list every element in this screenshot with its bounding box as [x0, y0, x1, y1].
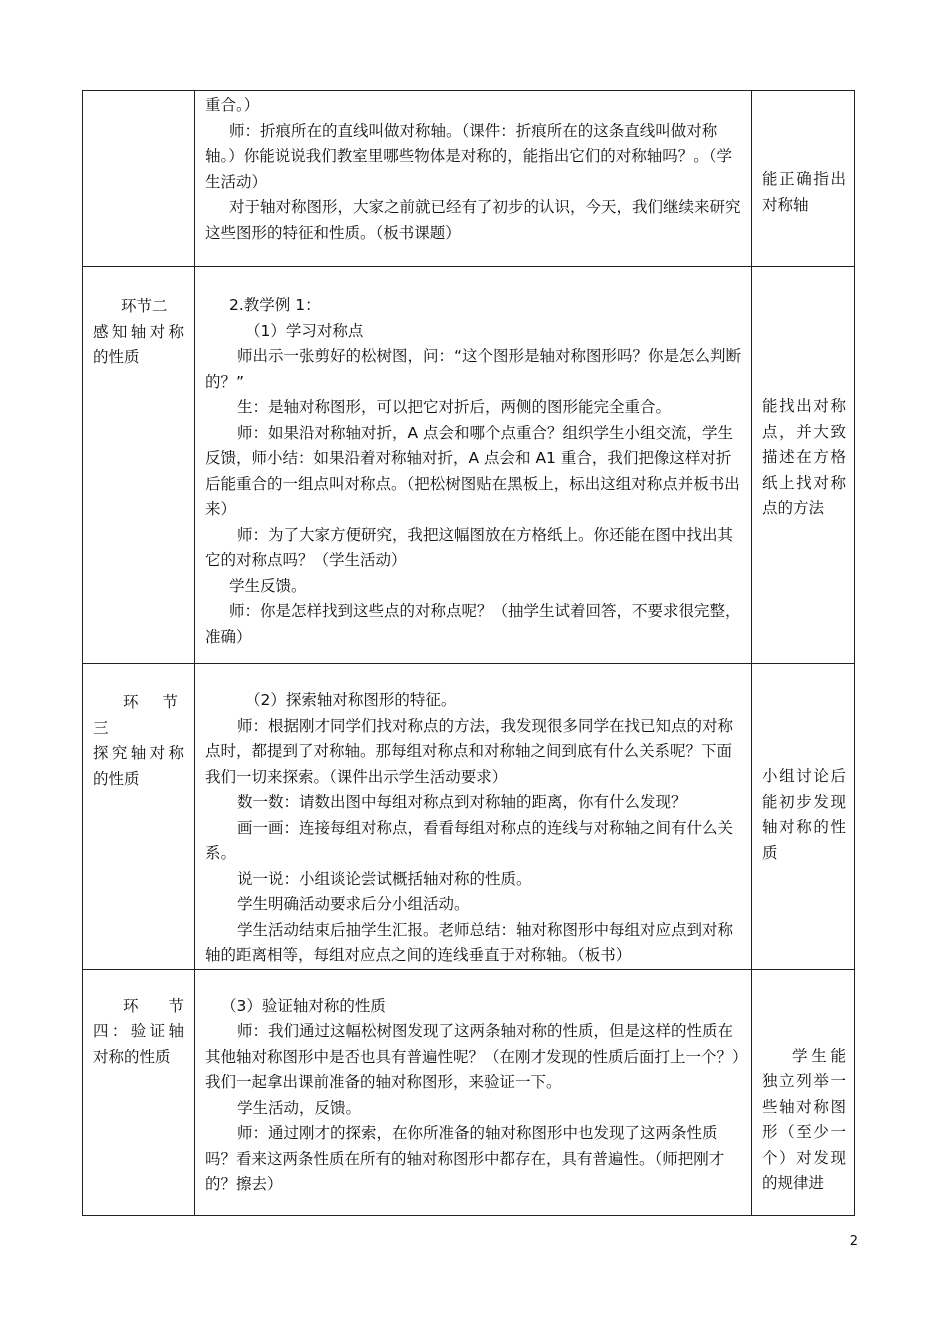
- process-cell: [195, 664, 752, 970]
- process-paragraph: （2）探索轴对称图形的特征。: [245, 691, 457, 709]
- stage-cell: [83, 969, 195, 1215]
- process-paragraph: 生：是轴对称图形，可以把它对折后，两侧的图形能完全重合。: [237, 398, 672, 416]
- stage-title: 环节四：验证轴对称的性质: [93, 996, 184, 1066]
- page-number: 2: [849, 1234, 858, 1249]
- process-paragraph: 师：根据刚才同学们找对称点的方法，我发现很多同学在找已知点的对称点时，都提到了对称轴。那每组对称点和对称轴之间到底有什么关系呢？下面我们一切来探索。（课件出示学生活动要求）: [205, 716, 734, 786]
- stage-title: 环节三: [93, 693, 184, 737]
- process-paragraph: 说一说：小组谈论尝试概括轴对称的性质。: [237, 869, 532, 888]
- process-cell: [195, 969, 752, 1215]
- process-paragraph: （3）验证轴对称的性质: [221, 996, 386, 1015]
- process-paragraph: 师：为了大家方便研究，我把这幅图放在方格纸上。你还能在图中找出其它的对称点吗？（学生活动）: [205, 525, 734, 569]
- goal-text: 能正确指出对称轴: [762, 170, 846, 214]
- process-paragraph: 师出示一张剪好的松树图，问：“这个图形是轴对称图形吗？你是怎么判断的？”: [205, 347, 742, 391]
- process-paragraph: （1）学习对称点: [245, 321, 364, 340]
- process-paragraph: 师：通过刚才的探索，在你所准备的轴对称图形中也发现了这两条性质吗？看来这两条性质在所有的轴对称图形中都存在，具有普遍性。（师把刚才的？擦去）: [205, 1124, 725, 1193]
- process-paragraph: 学生活动，反馈。: [237, 1098, 362, 1117]
- process-paragraph: 数一数：请数出图中每组对称点到对称轴的距离，你有什么发现？: [237, 793, 687, 811]
- goal-cell: [752, 664, 855, 970]
- stage-cell: [83, 664, 195, 970]
- stage-cell: [83, 91, 195, 267]
- process-paragraph: 学生反馈。: [229, 576, 307, 595]
- goal-text: 小组讨论后能初步发现轴对称的性质: [762, 767, 846, 862]
- process-cell: [195, 91, 752, 267]
- goal-text: 能找出对称点，并大致描述在方格纸上找对称点的方法: [762, 397, 846, 517]
- process-paragraph: 对于轴对称图形，大家之前就已经有了初步的认识，今天，我们继续来研究这些图形的特征和性质。（板书课题）: [205, 198, 741, 242]
- process-paragraph: 2.教学例 1：: [229, 296, 321, 314]
- process-paragraph: 师：我们通过这幅松树图发现了这两条轴对称的性质，但是这样的性质在其他轴对称图形中是否也具有普遍性呢？（在刚才发现的性质后面打上一个？）我们一起拿出课前准备的轴对称图形，来验证一下。: [205, 1022, 740, 1091]
- process-paragraph: 学生活动结束后抽学生汇报。老师总结：轴对称图形中每组对应点到对称轴的距离相等，每组对应点之间的连线垂直于对称轴。（板书）: [205, 920, 734, 964]
- goal-text: 学生能独立列举一些轴对称图形（至少一个）对发现的规律进: [762, 1046, 846, 1192]
- process-paragraph: 师：如果沿对称轴对折，A 点会和哪个点重合？组织学生小组交流，学生反馈，师小结：如果沿着对称轴对折，A 点会和 A1 重合，我们把像这样对折后能重合的一组点叫对称点。（把松树图贴在黑板上，标出这组对称点并板书出来）: [205, 423, 740, 518]
- table-row: [83, 91, 855, 267]
- process-paragraph: 师：你是怎样找到这些点的对称点呢？（抽学生试着回答，不要求很完整，准确）: [205, 602, 741, 646]
- process-paragraph: 学生明确活动要求后分小组活动。: [237, 895, 470, 913]
- goal-cell: [752, 91, 855, 267]
- process-cell: [195, 267, 752, 664]
- table-row: [83, 267, 855, 664]
- stage-subtitle: 探究轴对称的性质: [93, 744, 184, 788]
- lesson-plan-table: [82, 90, 855, 1216]
- table-row: [83, 969, 855, 1215]
- process-paragraph: 画一画：连接每组对称点，看看每组对称点的连线与对称轴之间有什么关系。: [205, 818, 734, 862]
- goal-cell: [752, 267, 855, 664]
- stage-cell: [83, 267, 195, 664]
- goal-cell: [752, 969, 855, 1215]
- process-paragraph: 重合。）: [205, 96, 260, 114]
- process-paragraph: 师：折痕所在的直线叫做对称轴。（课件：折痕所在的这条直线叫做对称轴。）你能说说我们教室里哪些物体是对称的，能指出它们的对称轴吗？。（学生活动）: [205, 121, 733, 191]
- stage-subtitle: 感知轴对称的性质: [93, 322, 184, 366]
- table-row: [83, 664, 855, 970]
- stage-title: 环节二: [121, 297, 168, 315]
